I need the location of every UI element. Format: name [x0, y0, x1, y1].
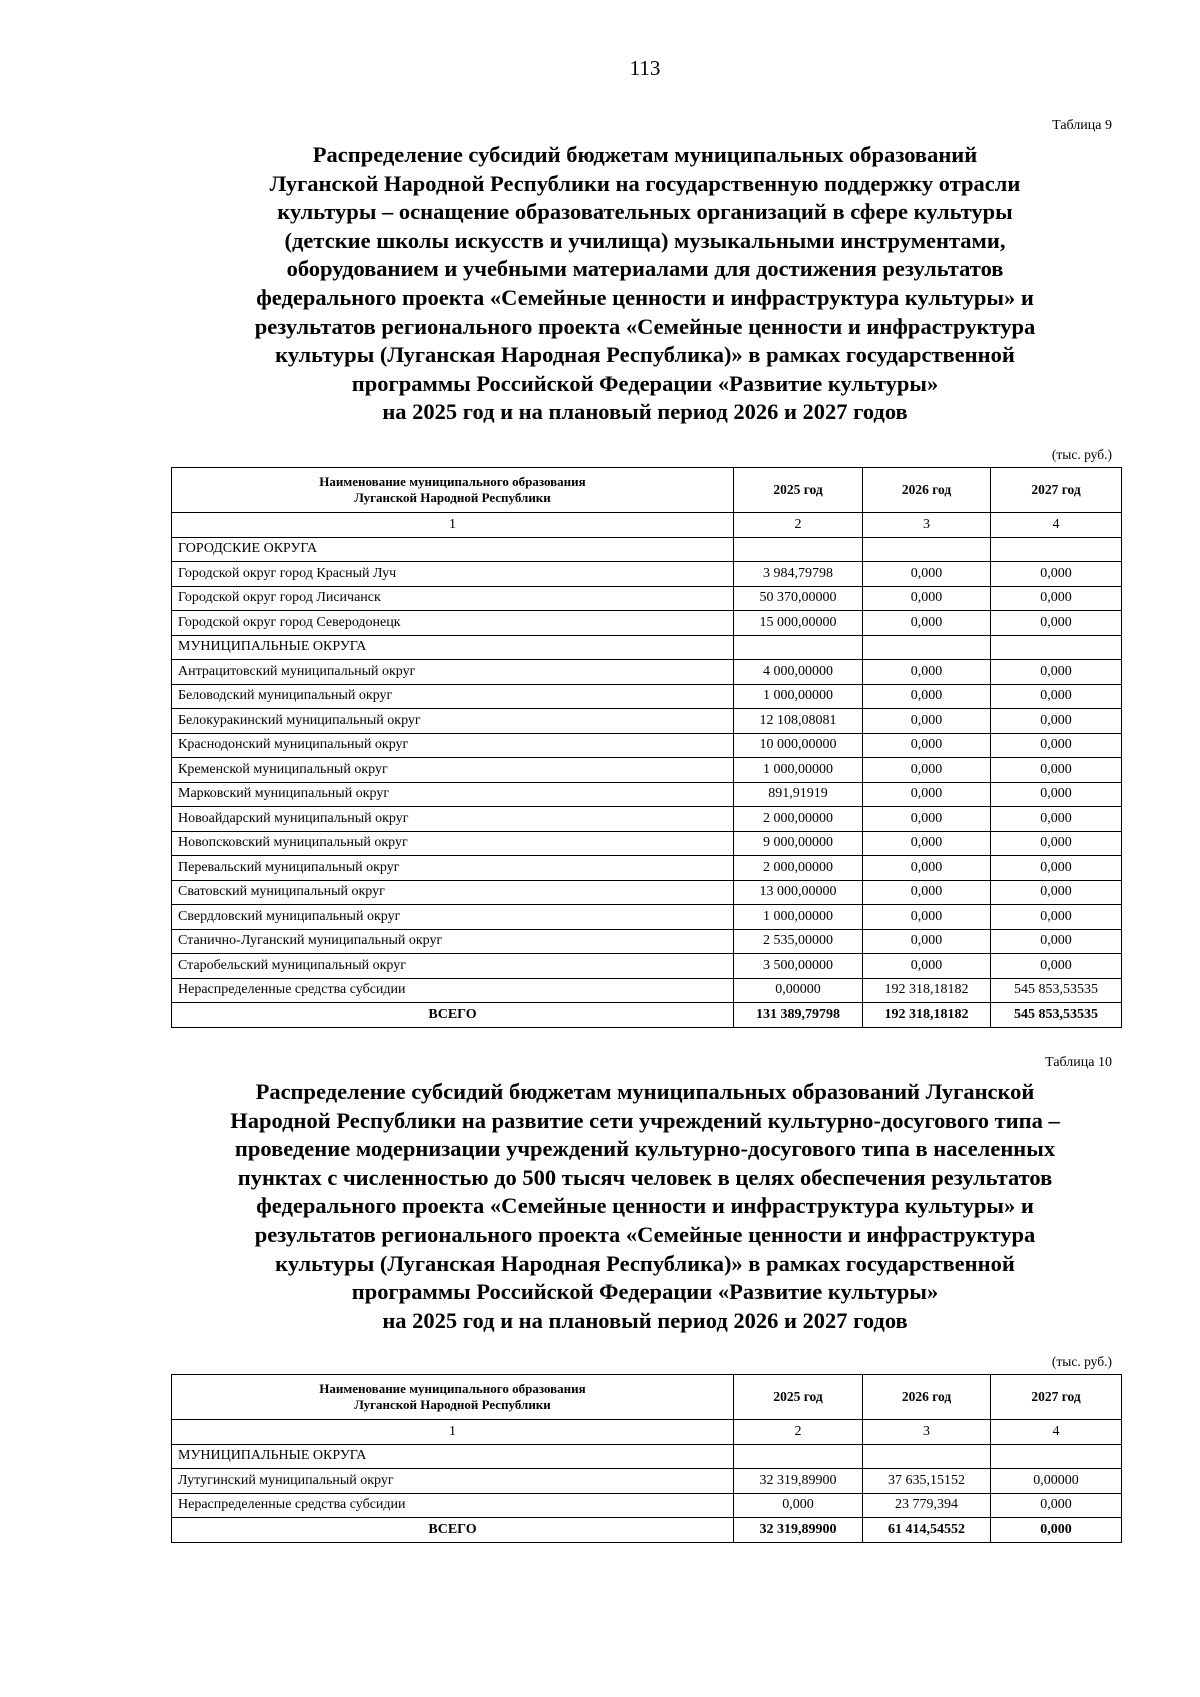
row-name-cell: Свердловский муниципальный округ — [172, 905, 734, 930]
value-2027-cell: 0,000 — [991, 831, 1122, 856]
row-name-cell: Городской округ город Лисичанск — [172, 586, 734, 611]
column-header-2026: 2026 год — [863, 1375, 991, 1420]
table-row — [172, 562, 1122, 587]
table9-heading-line: культуры (Луганская Народная Республика)» в рамках государственной — [275, 342, 1015, 368]
row-name-cell: Новоайдарский муниципальный округ — [172, 807, 734, 832]
column-number: 1 — [172, 513, 734, 538]
total-label-cell: ВСЕГО — [172, 1003, 734, 1028]
row-name-cell: Нераспределенные средства субсидии — [172, 978, 734, 1003]
row-name-cell: Лутугинский муниципальный округ — [172, 1469, 734, 1494]
table10-heading-line: культуры (Луганская Народная Республика)» в рамках государственной — [275, 1250, 1015, 1276]
total-label-cell: ВСЕГО — [172, 1518, 734, 1543]
column-header-2025: 2025 год — [734, 1375, 863, 1420]
value-2027-cell: 0,000 — [991, 782, 1122, 807]
column-header-name-line2: Луганской Народной Республики — [354, 1397, 551, 1412]
row-name-cell: Перевальский муниципальный округ — [172, 856, 734, 881]
page-number: 113 — [629, 56, 661, 80]
total-2026-cell: 61 414,54552 — [863, 1518, 991, 1543]
table-row — [172, 537, 1122, 562]
row-name-cell: Городской округ город Северодонецк — [172, 611, 734, 636]
value-2027-cell: 0,000 — [991, 880, 1122, 905]
table10-heading-line: на 2025 год и на плановый период 2026 и 2027 годов — [382, 1307, 908, 1333]
value-2025-cell: 891,91919 — [734, 782, 863, 807]
value-2026-cell: 0,000 — [863, 929, 991, 954]
total-2027-cell: 0,000 — [991, 1518, 1122, 1543]
total-2025-cell: 131 389,79798 — [734, 1003, 863, 1028]
value-2027-cell — [991, 537, 1122, 562]
table9-heading-line: Распределение субсидий бюджетам муниципальных образований — [312, 142, 978, 167]
total-2025-cell: 32 319,89900 — [734, 1518, 863, 1543]
table10-heading-line: проведение модернизации учреждений культурно-досугового типа в населенных — [234, 1136, 1056, 1162]
row-name-cell: МУНИЦИПАЛЬНЫЕ ОКРУГА — [172, 1444, 734, 1469]
value-2025-cell: 0,000 — [734, 1493, 863, 1518]
value-2026-cell: 0,000 — [863, 758, 991, 783]
value-2026-cell: 192 318,18182 — [863, 978, 991, 1003]
value-2027-cell: 0,000 — [991, 954, 1122, 979]
table10-heading-line: результатов регионального проекта «Семейные ценности и инфраструктура — [254, 1221, 1036, 1247]
row-name-cell: Белокуракинский муниципальный округ — [172, 709, 734, 734]
value-2027-cell: 0,00000 — [991, 1469, 1122, 1494]
value-2026-cell — [863, 537, 991, 562]
total-row — [172, 1518, 1122, 1543]
row-name-cell: Марковский муниципальный округ — [172, 782, 734, 807]
table9-heading-line: программы Российской Федерации «Развитие культуры» — [351, 370, 939, 396]
table10-units: (тыс. руб.) — [1051, 1354, 1112, 1369]
value-2027-cell: 545 853,53535 — [991, 978, 1122, 1003]
value-2027-cell: 0,000 — [991, 733, 1122, 758]
value-2026-cell: 0,000 — [863, 562, 991, 587]
total-2026-cell: 192 318,18182 — [863, 1003, 991, 1028]
column-header-2025: 2025 год — [734, 468, 863, 513]
row-name-cell: Нераспределенные средства субсидии — [172, 1493, 734, 1518]
column-header-name-line1: Наименование муниципального образования — [319, 474, 586, 489]
table-header-row — [172, 1375, 1122, 1420]
value-2025-cell: 10 000,00000 — [734, 733, 863, 758]
total-2027-cell: 545 853,53535 — [991, 1003, 1122, 1028]
table10-heading-line: Распределение субсидий бюджетам муниципальных образований Луганской — [255, 1079, 1035, 1104]
table-row — [172, 684, 1122, 709]
column-number: 3 — [863, 1420, 991, 1445]
column-number: 1 — [172, 1420, 734, 1445]
table9 — [171, 467, 1122, 1028]
table9-heading-line: федерального проекта «Семейные ценности и инфраструктура культуры» и — [256, 284, 1034, 310]
column-header-name-line2: Луганской Народной Республики — [354, 490, 551, 505]
table-row — [172, 1444, 1122, 1469]
table-row — [172, 733, 1122, 758]
column-number: 2 — [734, 1420, 863, 1445]
table-row — [172, 782, 1122, 807]
table10-heading-line: Народной Республики на развитие сети учреждений культурно-досугового типа – — [230, 1107, 1060, 1133]
table-row — [172, 831, 1122, 856]
table-row — [172, 954, 1122, 979]
value-2026-cell: 0,000 — [863, 954, 991, 979]
column-number: 4 — [991, 1420, 1122, 1445]
value-2027-cell: 0,000 — [991, 684, 1122, 709]
value-2027-cell: 0,000 — [991, 905, 1122, 930]
value-2026-cell: 0,000 — [863, 586, 991, 611]
row-name-cell: Краснодонский муниципальный округ — [172, 733, 734, 758]
value-2025-cell: 2 535,00000 — [734, 929, 863, 954]
value-2026-cell: 0,000 — [863, 831, 991, 856]
table10-heading-line: программы Российской Федерации «Развитие культуры» — [351, 1279, 939, 1305]
table9-heading-line: (детские школы искусств и училища) музыкальными инструментами, — [284, 227, 1006, 253]
table-row — [172, 880, 1122, 905]
table-row — [172, 635, 1122, 660]
row-name-cell: Старобельский муниципальный округ — [172, 954, 734, 979]
table9-caption: Таблица 9 — [1052, 118, 1112, 133]
value-2027-cell — [991, 635, 1122, 660]
value-2025-cell: 9 000,00000 — [734, 831, 863, 856]
table-row — [172, 978, 1122, 1003]
table10-caption: Таблица 10 — [1045, 1055, 1112, 1070]
row-name-cell: Антрацитовский муниципальный округ — [172, 660, 734, 685]
value-2027-cell: 0,000 — [991, 929, 1122, 954]
table9-heading-line: на 2025 год и на плановый период 2026 и 2027 годов — [382, 399, 908, 425]
value-2025-cell: 3 984,79798 — [734, 562, 863, 587]
column-header-name — [172, 468, 734, 513]
value-2027-cell: 0,000 — [991, 586, 1122, 611]
row-name-cell: Новопсковский муниципальный округ — [172, 831, 734, 856]
row-name-cell: МУНИЦИПАЛЬНЫЕ ОКРУГА — [172, 635, 734, 660]
value-2025-cell: 1 000,00000 — [734, 684, 863, 709]
value-2026-cell: 23 779,394 — [863, 1493, 991, 1518]
column-number: 2 — [734, 513, 863, 538]
column-number-row — [172, 513, 1122, 538]
table-row — [172, 586, 1122, 611]
value-2025-cell: 13 000,00000 — [734, 880, 863, 905]
value-2025-cell: 3 500,00000 — [734, 954, 863, 979]
column-number: 4 — [991, 513, 1122, 538]
table-row — [172, 1469, 1122, 1494]
column-header-2027: 2027 год — [991, 1375, 1122, 1420]
table-row — [172, 1493, 1122, 1518]
value-2025-cell — [734, 635, 863, 660]
value-2026-cell — [863, 635, 991, 660]
value-2026-cell: 0,000 — [863, 807, 991, 832]
value-2025-cell: 1 000,00000 — [734, 905, 863, 930]
table-header-row — [172, 468, 1122, 513]
value-2027-cell: 0,000 — [991, 856, 1122, 881]
table9-heading-line: культуры – оснащение образовательных организаций в сфере культуры — [277, 199, 1013, 225]
value-2027-cell: 0,000 — [991, 709, 1122, 734]
column-header-name-line1: Наименование муниципального образования — [319, 1381, 586, 1396]
table10-heading-line: федерального проекта «Семейные ценности и инфраструктура культуры» и — [256, 1193, 1034, 1219]
value-2027-cell: 0,000 — [991, 807, 1122, 832]
row-name-cell: Сватовский муниципальный округ — [172, 880, 734, 905]
value-2026-cell: 0,000 — [863, 709, 991, 734]
value-2025-cell: 15 000,00000 — [734, 611, 863, 636]
total-row — [172, 1003, 1122, 1028]
table-row — [172, 660, 1122, 685]
table9-heading-line: Луганской Народной Республики на государственную поддержку отрасли — [269, 170, 1021, 196]
table9-heading-line: результатов регионального проекта «Семейные ценности и инфраструктура — [254, 313, 1036, 339]
row-name-cell: Кременской муниципальный округ — [172, 758, 734, 783]
table-row — [172, 611, 1122, 636]
value-2025-cell: 0,00000 — [734, 978, 863, 1003]
table10-heading — [150, 1078, 1140, 1335]
value-2025-cell — [734, 1444, 863, 1469]
value-2025-cell: 2 000,00000 — [734, 807, 863, 832]
value-2026-cell — [863, 1444, 991, 1469]
value-2025-cell: 50 370,00000 — [734, 586, 863, 611]
value-2027-cell: 0,000 — [991, 660, 1122, 685]
value-2027-cell: 0,000 — [991, 758, 1122, 783]
column-number-row — [172, 1420, 1122, 1445]
value-2025-cell: 2 000,00000 — [734, 856, 863, 881]
table9-units: (тыс. руб.) — [1051, 447, 1112, 462]
column-number: 3 — [863, 513, 991, 538]
row-name-cell: Беловодский муниципальный округ — [172, 684, 734, 709]
column-header-2027: 2027 год — [991, 468, 1122, 513]
value-2027-cell — [991, 1444, 1122, 1469]
value-2026-cell: 0,000 — [863, 733, 991, 758]
value-2027-cell: 0,000 — [991, 1493, 1122, 1518]
table9-heading — [150, 141, 1140, 427]
column-header-2026: 2026 год — [863, 468, 991, 513]
table-row — [172, 856, 1122, 881]
value-2026-cell: 0,000 — [863, 611, 991, 636]
table10 — [171, 1374, 1122, 1543]
value-2025-cell: 1 000,00000 — [734, 758, 863, 783]
row-name-cell: Городской округ город Красный Луч — [172, 562, 734, 587]
value-2026-cell: 0,000 — [863, 782, 991, 807]
table-row — [172, 807, 1122, 832]
value-2026-cell: 0,000 — [863, 684, 991, 709]
value-2025-cell: 32 319,89900 — [734, 1469, 863, 1494]
value-2026-cell: 0,000 — [863, 880, 991, 905]
column-header-name — [172, 1375, 734, 1420]
value-2027-cell: 0,000 — [991, 562, 1122, 587]
value-2025-cell: 12 108,08081 — [734, 709, 863, 734]
value-2025-cell — [734, 537, 863, 562]
table-row — [172, 758, 1122, 783]
table-row — [172, 929, 1122, 954]
table-row — [172, 709, 1122, 734]
table10-heading-line: пунктах с численностью до 500 тысяч человек в целях обеспечения результатов — [237, 1164, 1053, 1190]
value-2027-cell: 0,000 — [991, 611, 1122, 636]
value-2026-cell: 37 635,15152 — [863, 1469, 991, 1494]
table9-heading-line: оборудованием и учебными материалами для достижения результатов — [286, 256, 1004, 282]
value-2026-cell: 0,000 — [863, 856, 991, 881]
value-2026-cell: 0,000 — [863, 905, 991, 930]
table-row — [172, 905, 1122, 930]
value-2025-cell: 4 000,00000 — [734, 660, 863, 685]
row-name-cell: Станично-Луганский муниципальный округ — [172, 929, 734, 954]
row-name-cell: ГОРОДСКИЕ ОКРУГА — [172, 537, 734, 562]
value-2026-cell: 0,000 — [863, 660, 991, 685]
